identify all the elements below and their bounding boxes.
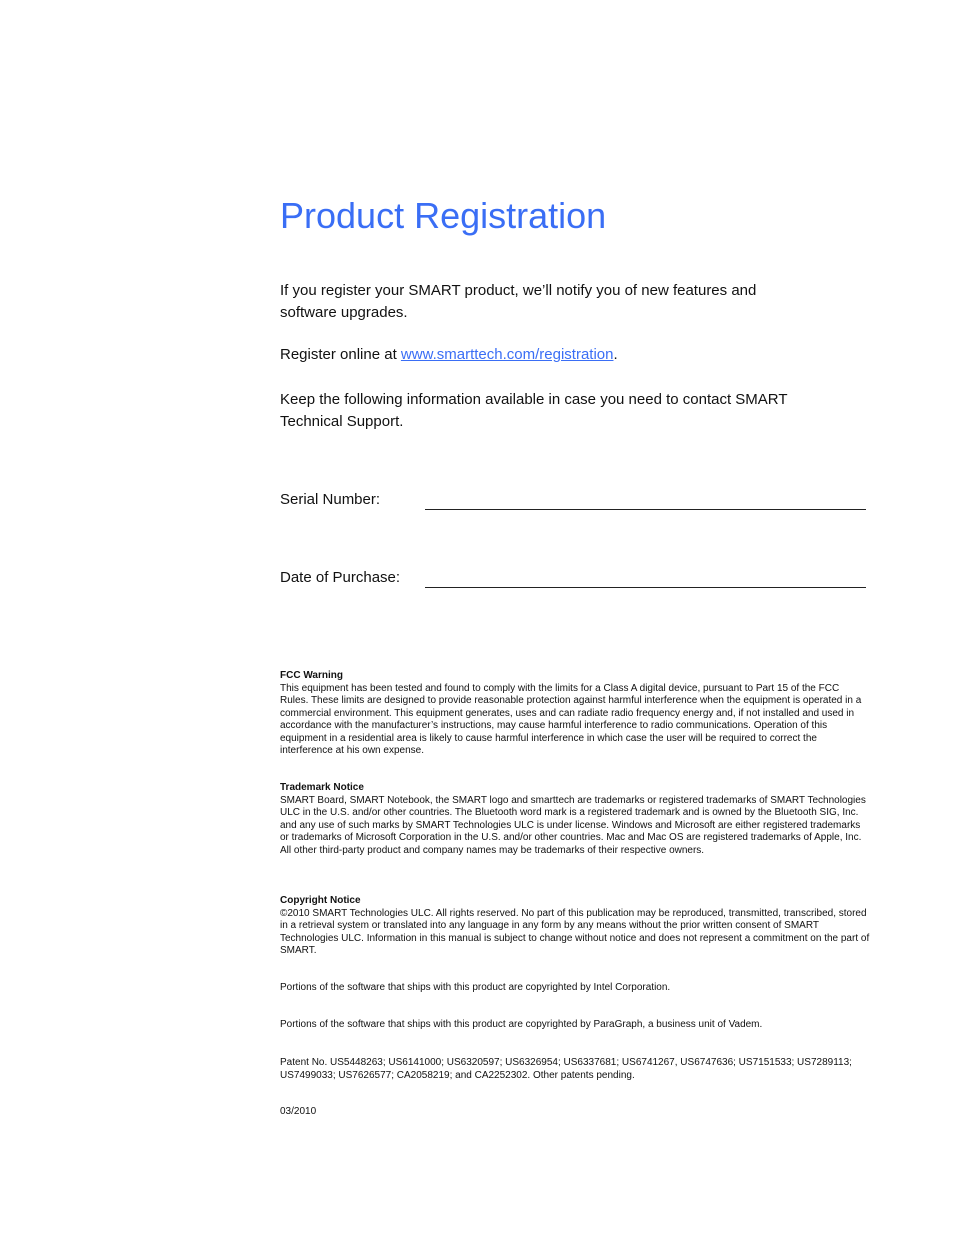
serial-number-label: Serial Number: [280,491,381,508]
register-prefix: Register online at [280,346,401,363]
fcc-warning-heading: FCC Warning [280,670,343,681]
trademark-notice-text: SMART Board, SMART Notebook, the SMART logo and smarttech are trademarks or registered trademarks of SMART Technologies ULC in the U.S. and/or other countries. The Bluetooth word mark is a registered trademark and is owned by the Bluetooth SIG, Inc. and any use of such marks by SMART Technologies ULC is under license. Windows and Microsoft are either registered trademarks or trademarks of Microsoft Corporation in the U.S. and/or other countries. Mac and Mac OS are registered trademarks of Apple, Inc. All other third-party product and company names may be trademarks of their respective owners. [280,794,866,856]
register-paragraph [280,344,800,366]
support-paragraph: Keep the following information available in case you need to contact SMART Technical Support. [280,391,788,430]
register-suffix: . [613,346,618,363]
copyright-notice-text: ©2010 SMART Technologies ULC. All rights reserved. No part of this publication may be reproduced, transmitted, transcribed, stored in a retrieval system or translated into any language in any form by any means without the prior written consent of SMART Technologies ULC. Information in this manual is subject to change without notice and does not represent a commitment on the part of SMART. [280,907,870,956]
serial-number-line[interactable] [425,509,866,510]
fcc-warning [280,670,870,758]
patent-notice: Patent No. US5448263; US6141000; US6320597; US6326954; US6337681; US6741267, US6747636; US7151533; US7289113; US7499033; US7626577; CA2058219; and CA2252302. Other patents pending. [280,1057,852,1081]
intel-notice: Portions of the software that ships with this product are copyrighted by Intel Corporation. [280,982,671,993]
copyright-notice-heading: Copyright Notice [280,895,361,906]
registration-link[interactable]: www.smarttech.com/registration [400,346,614,363]
copyright-notice [280,895,870,958]
serial-number-field [280,489,866,513]
intro-paragraph: If you register your SMART product, we’ll notify you of new features and software upgrades. [280,282,757,321]
trademark-notice [280,782,870,857]
date-of-purchase-field [280,567,866,591]
paragraph-notice: Portions of the software that ships with this product are copyrighted by ParaGraph, a business unit of Vadem. [280,1019,763,1030]
trademark-notice-heading: Trademark Notice [280,782,364,793]
fcc-warning-text: This equipment has been tested and found to comply with the limits for a Class A digital device, pursuant to Part 15 of the FCC Rules. These limits are designed to provide reasonable protection against harmful interference when the equipment is operated in a commercial environment. This equipment generates, uses and can radiate radio frequency energy and, if not installed and used in accordance with the manufacturer’s instructions, may cause harmful interference to radio communications. Operation of this equipment in a residential area is likely to cause harmful interference in which case the user will be required to correct the interference at his own expense. [280,682,862,756]
date-of-purchase-line[interactable] [425,587,866,588]
page-title: Product Registration [280,195,607,236]
date-of-purchase-label: Date of Purchase: [280,569,401,586]
date-code: 03/2010 [280,1106,317,1117]
